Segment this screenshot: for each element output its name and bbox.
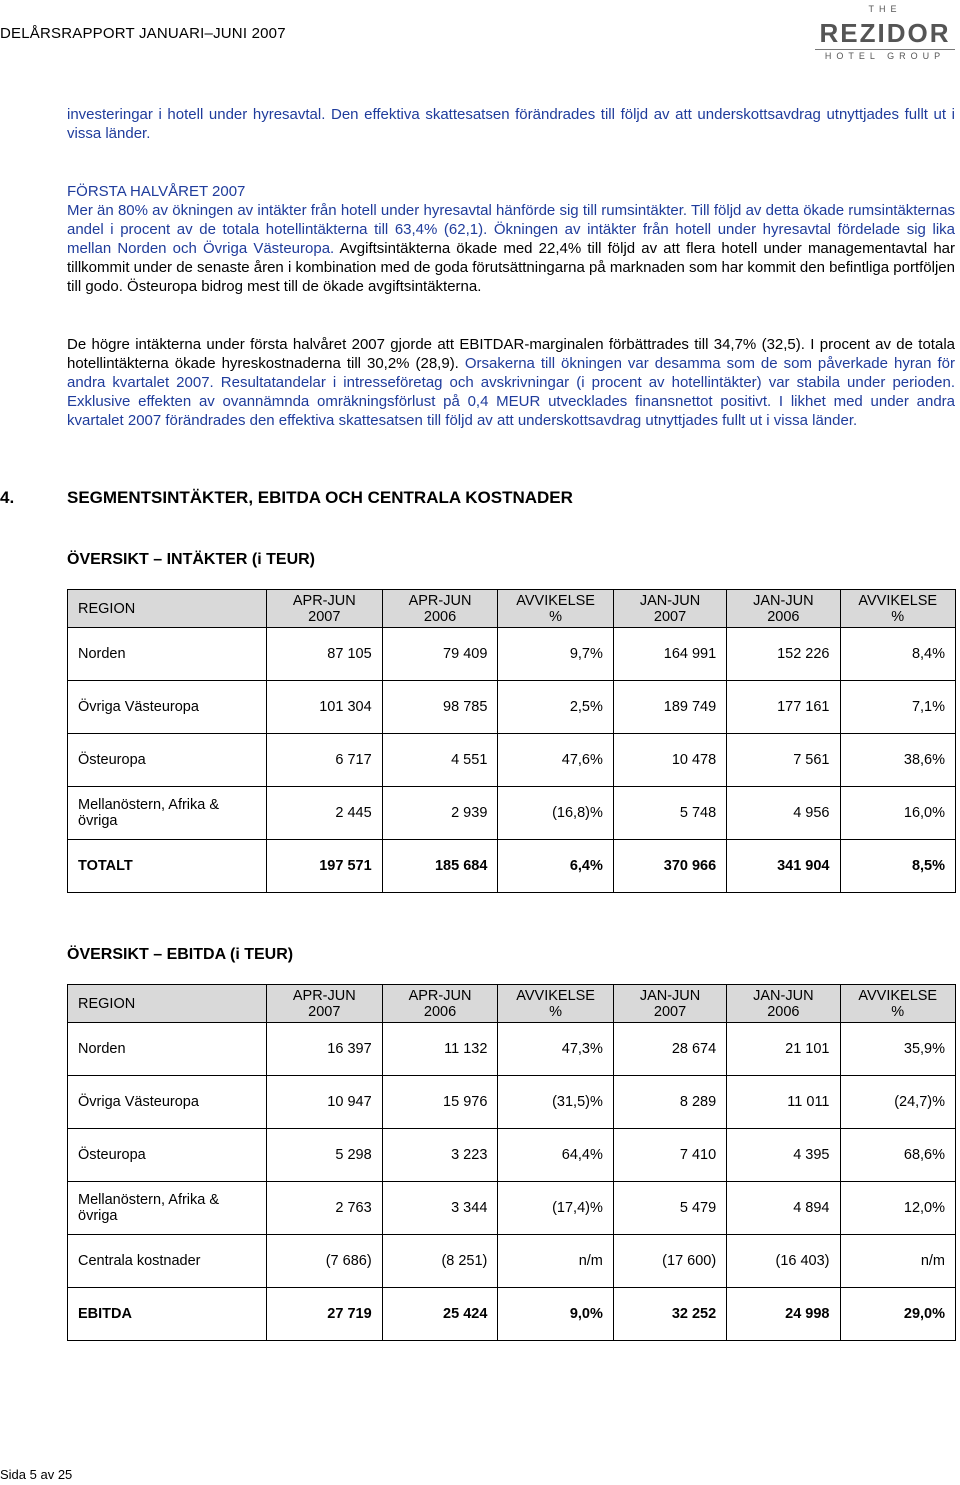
value-cell: 164 991	[613, 628, 726, 681]
table-row	[68, 1235, 956, 1288]
value-cell: 8,4%	[840, 628, 956, 681]
region-cell: Övriga Västeuropa	[68, 681, 267, 734]
value-cell: 10 947	[266, 1076, 382, 1129]
revenue-table	[67, 589, 956, 893]
value-cell: 79 409	[382, 628, 498, 681]
value-cell: 10 478	[613, 734, 726, 787]
header-cell: JAN-JUN 2006	[727, 590, 840, 628]
value-cell: 16 397	[266, 1023, 382, 1076]
value-cell: 341 904	[727, 840, 840, 893]
value-cell: n/m	[498, 1235, 613, 1288]
table-row	[68, 1288, 956, 1341]
ebitda-blue-text: Orsakerna till ökningen var desamma som de som påverkade hyran för andra kvartalet 2007. Resultatandelar i intresseföretag och avskrivningar (i procent av hotellintäkter) var stabila under perioden. Exklusive effekten av ovannämnda omräkningsförlust på 0,4 MEUR utvecklades finansnettot positivt. I likhet med under andra kvartalet 2007 förändrades den effektiva skattesatsen till följd av att underskottsavdrag utnyttjades fullt ut i vissa länder.	[67, 355, 955, 429]
value-cell: 15 976	[382, 1076, 498, 1129]
region-cell: Mellanöstern, Afrika & övriga	[68, 1182, 267, 1235]
value-cell: (8 251)	[382, 1235, 498, 1288]
header-cell: JAN-JUN 2006	[727, 985, 840, 1023]
header-cell: AVVIKELSE %	[498, 985, 613, 1023]
value-cell: 16,0%	[840, 787, 956, 840]
table-row	[68, 1182, 956, 1235]
value-cell: 177 161	[727, 681, 840, 734]
half-year-heading: FÖRSTA HALVÅRET 2007	[67, 183, 246, 200]
table-row	[68, 681, 956, 734]
header-cell: JAN-JUN 2007	[613, 590, 726, 628]
value-cell: 28 674	[613, 1023, 726, 1076]
value-cell: n/m	[840, 1235, 956, 1288]
value-cell: (24,7)%	[840, 1076, 956, 1129]
table-row	[68, 840, 956, 893]
half-year-section	[67, 182, 955, 296]
value-cell: 68,6%	[840, 1129, 956, 1182]
logo-divider	[815, 49, 955, 50]
table-row	[68, 734, 956, 787]
logo-the: THE	[868, 4, 902, 14]
header-cell: AVVIKELSE %	[840, 590, 956, 628]
value-cell: 7 410	[613, 1129, 726, 1182]
value-cell: 370 966	[613, 840, 726, 893]
value-cell: 4 551	[382, 734, 498, 787]
value-cell: 35,9%	[840, 1023, 956, 1076]
table-header-row	[68, 590, 956, 628]
value-cell: 21 101	[727, 1023, 840, 1076]
value-cell: (16,8)%	[498, 787, 613, 840]
value-cell: 5 298	[266, 1129, 382, 1182]
header-cell: REGION	[68, 590, 267, 628]
report-title: DELÅRSRAPPORT JANUARI–JUNI 2007	[0, 25, 286, 42]
value-cell: 24 998	[727, 1288, 840, 1341]
header-cell: APR-JUN 2006	[382, 985, 498, 1023]
value-cell: 5 748	[613, 787, 726, 840]
value-cell: 185 684	[382, 840, 498, 893]
header-cell: APR-JUN 2006	[382, 590, 498, 628]
table-row	[68, 1129, 956, 1182]
section-number: 4.	[0, 488, 15, 507]
ebitda-black-text: De högre intäkterna under första halvåret 2007 gjorde att EBITDAR-marginalen förbättrades till 34,7% (32,5). I procent av de totala hotellintäkterna ökade hyreskostnaderna till 30,2% (28,9).	[67, 336, 955, 372]
header-cell: REGION	[68, 985, 267, 1023]
value-cell: 11 011	[727, 1076, 840, 1129]
value-cell: 2 939	[382, 787, 498, 840]
value-cell: 2 445	[266, 787, 382, 840]
header-cell: APR-JUN 2007	[266, 590, 382, 628]
value-cell: 152 226	[727, 628, 840, 681]
region-cell: Norden	[68, 1023, 267, 1076]
value-cell: 6 717	[266, 734, 382, 787]
ebitda-table-title: ÖVERSIKT – EBITDA (i TEUR)	[67, 946, 294, 963]
value-cell: 4 894	[727, 1182, 840, 1235]
value-cell: 29,0%	[840, 1288, 956, 1341]
value-cell: 4 956	[727, 787, 840, 840]
region-cell: Centrala kostnader	[68, 1235, 267, 1288]
logo-group: HOTEL GROUP	[824, 51, 946, 61]
value-cell: 12,0%	[840, 1182, 956, 1235]
value-cell: (17 600)	[613, 1235, 726, 1288]
value-cell: 11 132	[382, 1023, 498, 1076]
header-cell: AVVIKELSE %	[498, 590, 613, 628]
region-cell: EBITDA	[68, 1288, 267, 1341]
value-cell: 8 289	[613, 1076, 726, 1129]
value-cell: 47,6%	[498, 734, 613, 787]
region-cell: Östeuropa	[68, 1129, 267, 1182]
value-cell: 2,5%	[498, 681, 613, 734]
region-cell: Övriga Västeuropa	[68, 1076, 267, 1129]
section-title: SEGMENTSINTÄKTER, EBITDA OCH CENTRALA KOSTNADER	[67, 488, 573, 507]
header-cell: APR-JUN 2007	[266, 985, 382, 1023]
region-cell: TOTALT	[68, 840, 267, 893]
value-cell: 8,5%	[840, 840, 956, 893]
region-cell: Mellanöstern, Afrika & övriga	[68, 787, 267, 840]
rezidor-logo	[815, 4, 955, 66]
header-cell: JAN-JUN 2007	[613, 985, 726, 1023]
value-cell: 27 719	[266, 1288, 382, 1341]
value-cell: 87 105	[266, 628, 382, 681]
value-cell: 4 395	[727, 1129, 840, 1182]
value-cell: 32 252	[613, 1288, 726, 1341]
value-cell: 38,6%	[840, 734, 956, 787]
table-row	[68, 1023, 956, 1076]
page-number: Sida 5 av 25	[0, 1467, 73, 1482]
value-cell: 189 749	[613, 681, 726, 734]
table-header-row	[68, 985, 956, 1023]
ebitda-paragraph	[67, 335, 955, 430]
value-cell: (31,5)%	[498, 1076, 613, 1129]
value-cell: 3 223	[382, 1129, 498, 1182]
region-cell: Östeuropa	[68, 734, 267, 787]
value-cell: (17,4)%	[498, 1182, 613, 1235]
value-cell: 3 344	[382, 1182, 498, 1235]
value-cell: 7 561	[727, 734, 840, 787]
value-cell: 197 571	[266, 840, 382, 893]
value-cell: 64,4%	[498, 1129, 613, 1182]
value-cell: 101 304	[266, 681, 382, 734]
header-cell: AVVIKELSE %	[840, 985, 956, 1023]
ebitda-table	[67, 984, 956, 1341]
value-cell: 2 763	[266, 1182, 382, 1235]
value-cell: 6,4%	[498, 840, 613, 893]
value-cell: 98 785	[382, 681, 498, 734]
region-cell: Norden	[68, 628, 267, 681]
logo-name: REZIDOR	[819, 18, 951, 48]
value-cell: 9,0%	[498, 1288, 613, 1341]
table-row	[68, 1076, 956, 1129]
value-cell: 7,1%	[840, 681, 956, 734]
revenue-table-title: ÖVERSIKT – INTÄKTER (i TEUR)	[67, 551, 316, 568]
half-year-black-text: Avgiftsintäkterna ökade med 22,4% till följd av att flera hotell under managementavtal har tillkommit under de senaste åren i kombination med de goda förutsättningarna på marknaden som har kommit den befintliga portföljen till godo. Östeuropa bidrog mest till de ökade avgiftsintäkterna.	[67, 240, 956, 295]
value-cell: 5 479	[613, 1182, 726, 1235]
value-cell: 9,7%	[498, 628, 613, 681]
intro-paragraph: investeringar i hotell under hyresavtal. Den effektiva skattesatsen förändrades till följd av att underskottsavdrag utnyttjades fullt ut i vissa länder.	[67, 106, 955, 142]
table-row	[68, 628, 956, 681]
value-cell: (7 686)	[266, 1235, 382, 1288]
table-row	[68, 787, 956, 840]
value-cell: (16 403)	[727, 1235, 840, 1288]
value-cell: 47,3%	[498, 1023, 613, 1076]
value-cell: 25 424	[382, 1288, 498, 1341]
half-year-blue-text: Mer än 80% av ökningen av intäkter från hotell under hyresavtal hänförde sig till rumsintäkter. Till följd av detta ökade rumsintäkternas andel i procent av de totala hotellintäkterna till 63,4% (62,1). Ökningen av intäkter från hotell under hyresavtal fördelade sig lika mellan Norden och Övriga Västeuropa.	[67, 202, 955, 257]
